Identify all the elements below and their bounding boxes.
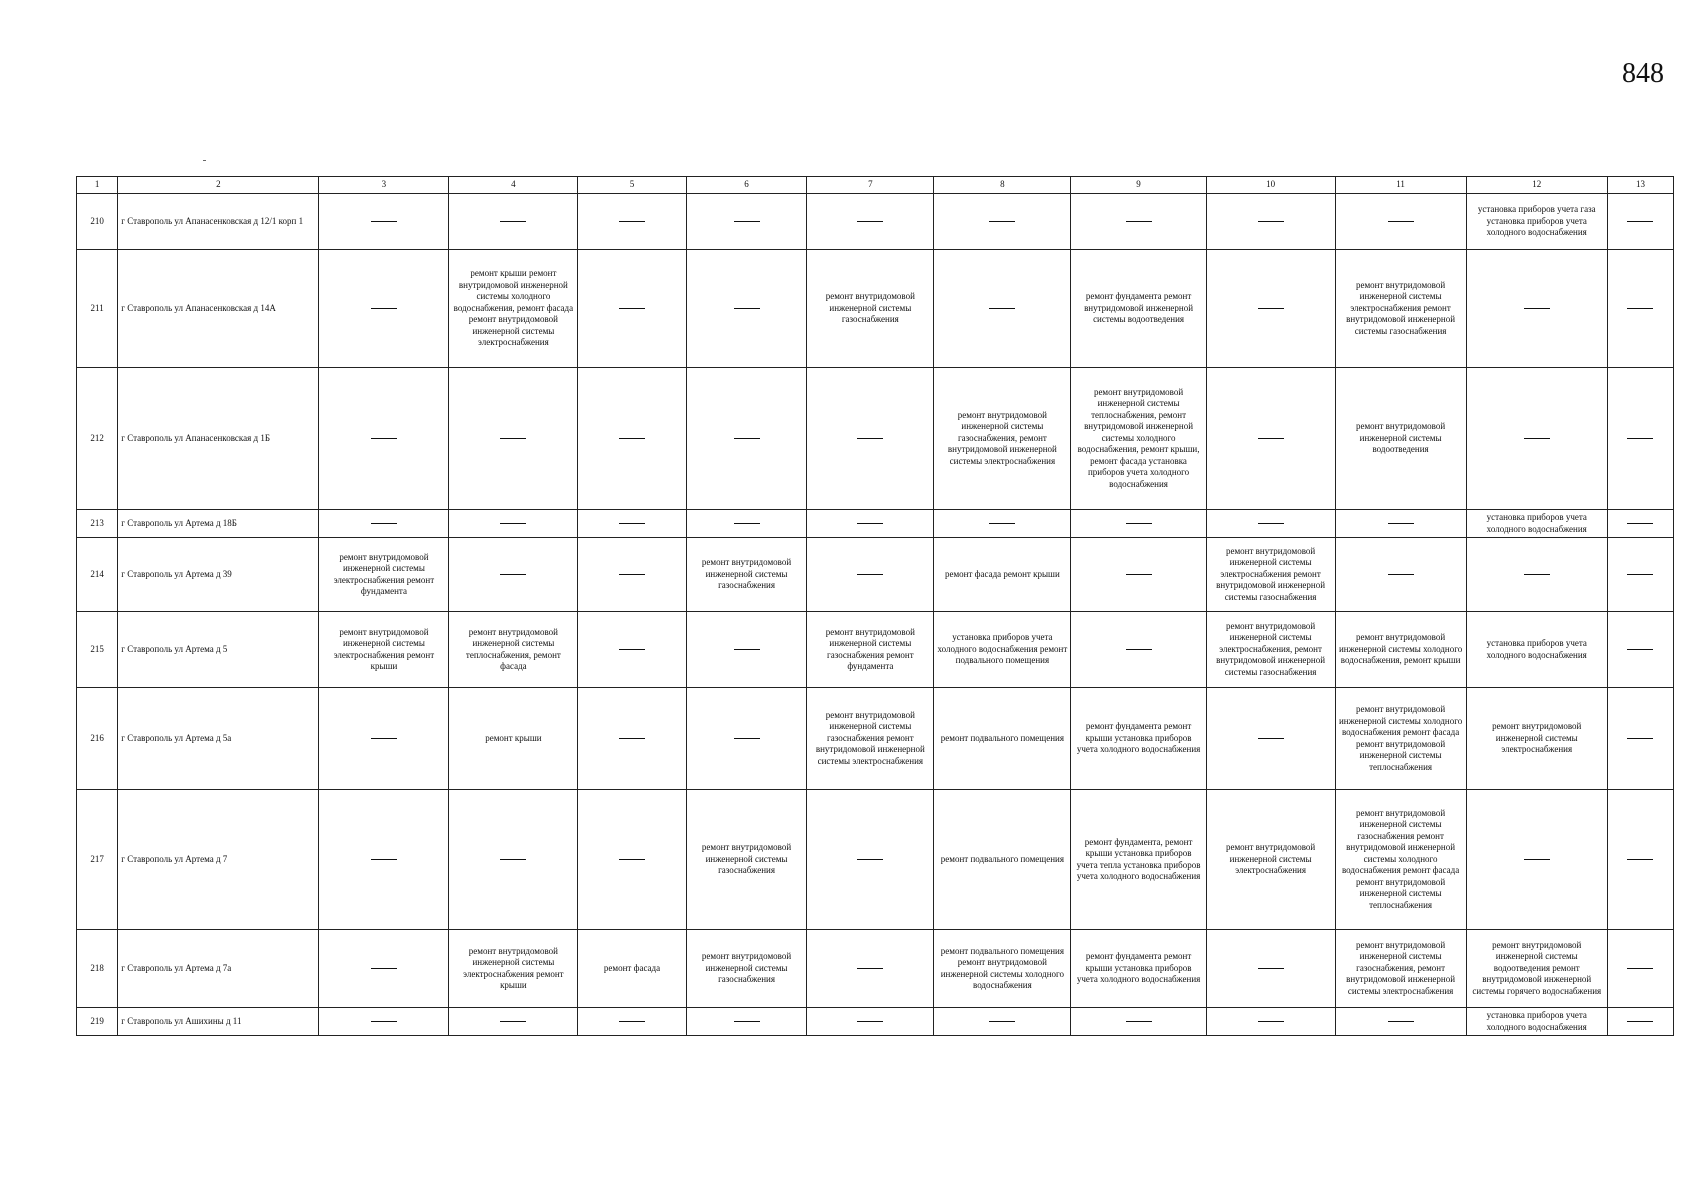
dash-mark xyxy=(1524,574,1550,575)
dash-mark xyxy=(1524,308,1550,309)
empty-dash-cell xyxy=(1335,1008,1466,1036)
empty-dash-cell xyxy=(1071,194,1206,250)
dash-mark xyxy=(1388,523,1414,524)
dash-mark xyxy=(500,438,526,439)
dash-mark xyxy=(1627,859,1653,860)
dash-mark xyxy=(1258,738,1284,739)
work-type-cell: ремонт внутридомовой инженерной системы газоснабжения, ремонт внутридомовой инженерной системы электроснабжения xyxy=(934,368,1071,510)
dash-mark xyxy=(734,649,760,650)
empty-dash-cell xyxy=(686,368,807,510)
empty-dash-cell xyxy=(686,250,807,368)
empty-dash-cell xyxy=(319,510,449,538)
dash-mark xyxy=(1388,574,1414,575)
dash-mark xyxy=(619,308,645,309)
dash-mark xyxy=(857,968,883,969)
table-row xyxy=(77,930,1674,1008)
address-cell: г Ставрополь ул Артема д 39 xyxy=(118,538,319,612)
dash-mark xyxy=(1627,308,1653,309)
dash-mark xyxy=(371,523,397,524)
dash-mark xyxy=(989,1021,1015,1022)
empty-dash-cell xyxy=(1206,250,1335,368)
empty-dash-cell xyxy=(449,790,578,930)
table-row xyxy=(77,510,1674,538)
address-cell: г Ставрополь ул Ашихины д 11 xyxy=(118,1008,319,1036)
empty-dash-cell xyxy=(319,790,449,930)
empty-dash-cell xyxy=(1607,688,1673,790)
empty-dash-cell xyxy=(319,194,449,250)
work-type-cell: ремонт внутридомовой инженерной системы газоснабжения ремонт фундамента xyxy=(807,612,934,688)
table-row xyxy=(77,538,1674,612)
address-cell: г Ставрополь ул Артема д 7 xyxy=(118,790,319,930)
dash-mark xyxy=(619,738,645,739)
work-type-cell: ремонт внутридомовой инженерной системы газоснабжения ремонт внутридомовой инженерной системы холодного водоснабжения ремонт фасада ремонт внутридомовой инженерной системы теплоснабжения xyxy=(1335,790,1466,930)
work-type-cell: ремонт внутридомовой инженерной системы электроснабжения ремонт внутридомовой инженерной системы газоснабжения xyxy=(1206,538,1335,612)
empty-dash-cell xyxy=(1206,688,1335,790)
address-cell: г Ставрополь ул Апанасенковская д 12/1 корп 1 xyxy=(118,194,319,250)
work-type-cell: ремонт внутридомовой инженерной системы холодного водоснабжения, ремонт крыши xyxy=(1335,612,1466,688)
column-header: 6 xyxy=(686,177,807,194)
empty-dash-cell xyxy=(686,1008,807,1036)
column-header: 3 xyxy=(319,177,449,194)
work-type-cell: ремонт внутридомовой инженерной системы водоотведения xyxy=(1335,368,1466,510)
dash-mark xyxy=(1627,738,1653,739)
empty-dash-cell xyxy=(578,1008,686,1036)
row-number: 219 xyxy=(77,1008,118,1036)
empty-dash-cell xyxy=(449,368,578,510)
dash-mark xyxy=(500,523,526,524)
empty-dash-cell xyxy=(1335,510,1466,538)
empty-dash-cell xyxy=(686,612,807,688)
work-type-cell: ремонт внутридомовой инженерной системы газоснабжения xyxy=(686,930,807,1008)
dash-mark xyxy=(734,1021,760,1022)
dash-mark xyxy=(500,221,526,222)
empty-dash-cell xyxy=(1607,368,1673,510)
dash-mark xyxy=(1627,1021,1653,1022)
empty-dash-cell xyxy=(807,368,934,510)
empty-dash-cell xyxy=(319,688,449,790)
column-header: 12 xyxy=(1466,177,1607,194)
empty-dash-cell xyxy=(934,194,1071,250)
dash-mark xyxy=(371,221,397,222)
empty-dash-cell xyxy=(1466,250,1607,368)
dash-mark xyxy=(371,438,397,439)
table-row xyxy=(77,250,1674,368)
column-header: 11 xyxy=(1335,177,1466,194)
empty-dash-cell xyxy=(686,688,807,790)
empty-dash-cell xyxy=(449,538,578,612)
work-type-cell: ремонт фундамента ремонт крыши установка приборов учета холодного водоснабжения xyxy=(1071,930,1206,1008)
row-number: 210 xyxy=(77,194,118,250)
dash-mark xyxy=(1258,221,1284,222)
empty-dash-cell xyxy=(1607,510,1673,538)
dash-mark xyxy=(857,438,883,439)
row-number: 217 xyxy=(77,790,118,930)
empty-dash-cell xyxy=(1607,930,1673,1008)
dash-mark xyxy=(1126,523,1152,524)
empty-dash-cell xyxy=(578,688,686,790)
address-cell: г Ставрополь ул Артема д 5 xyxy=(118,612,319,688)
dash-mark xyxy=(1627,221,1653,222)
work-type-cell: ремонт крыши ремонт внутридомовой инженерной системы холодного водоснабжения, ремонт фасада ремонт внутридомовой инженерной системы электроснабжения xyxy=(449,250,578,368)
empty-dash-cell xyxy=(578,368,686,510)
dash-mark xyxy=(1258,1021,1284,1022)
empty-dash-cell xyxy=(1607,790,1673,930)
column-header: 10 xyxy=(1206,177,1335,194)
row-number: 215 xyxy=(77,612,118,688)
empty-dash-cell xyxy=(807,194,934,250)
dash-mark xyxy=(1258,523,1284,524)
address-cell: г Ставрополь ул Апанасенковская д 14А xyxy=(118,250,319,368)
address-cell: г Ставрополь ул Артема д 18Б xyxy=(118,510,319,538)
dash-mark xyxy=(1126,1021,1152,1022)
work-type-cell: ремонт крыши xyxy=(449,688,578,790)
empty-dash-cell xyxy=(1466,790,1607,930)
dash-mark xyxy=(619,1021,645,1022)
dash-mark xyxy=(857,523,883,524)
dash-mark xyxy=(1627,649,1653,650)
work-type-cell: ремонт внутридомовой инженерной системы электроснабжения xyxy=(1206,790,1335,930)
empty-dash-cell xyxy=(578,612,686,688)
work-type-cell: ремонт внутридомовой инженерной системы водоотведения ремонт внутридомовой инженерной системы горячего водоснабжения xyxy=(1466,930,1607,1008)
work-type-cell: ремонт внутридомовой инженерной системы электроснабжения ремонт крыши xyxy=(319,612,449,688)
column-header: 2 xyxy=(118,177,319,194)
dash-mark xyxy=(1126,221,1152,222)
dash-mark xyxy=(500,574,526,575)
dash-mark xyxy=(1258,968,1284,969)
empty-dash-cell xyxy=(1607,538,1673,612)
table-row xyxy=(77,612,1674,688)
dash-mark xyxy=(1388,221,1414,222)
row-number: 212 xyxy=(77,368,118,510)
dash-mark xyxy=(371,1021,397,1022)
page-number: 848 xyxy=(1622,58,1664,89)
row-number: 216 xyxy=(77,688,118,790)
dash-mark xyxy=(734,438,760,439)
dash-mark xyxy=(734,523,760,524)
empty-dash-cell xyxy=(1607,250,1673,368)
empty-dash-cell xyxy=(807,538,934,612)
dash-mark xyxy=(500,1021,526,1022)
dash-mark xyxy=(619,523,645,524)
dash-mark xyxy=(734,221,760,222)
dash-mark xyxy=(857,221,883,222)
work-type-cell: ремонт внутридомовой инженерной системы газоснабжения, ремонт внутридомовой инженерной системы электроснабжения xyxy=(1335,930,1466,1008)
column-header: 13 xyxy=(1607,177,1673,194)
dash-mark xyxy=(989,523,1015,524)
dash-mark xyxy=(371,859,397,860)
work-type-cell: ремонт внутридомовой инженерной системы электроснабжения, ремонт внутридомовой инженерной системы газоснабжения xyxy=(1206,612,1335,688)
dash-mark xyxy=(1627,523,1653,524)
empty-dash-cell xyxy=(578,510,686,538)
work-type-cell: ремонт фундамента ремонт внутридомовой инженерной системы водоотведения xyxy=(1071,250,1206,368)
dash-mark xyxy=(1627,968,1653,969)
empty-dash-cell xyxy=(1206,930,1335,1008)
empty-dash-cell xyxy=(1466,538,1607,612)
empty-dash-cell xyxy=(1206,510,1335,538)
empty-dash-cell xyxy=(1071,1008,1206,1036)
table-row xyxy=(77,790,1674,930)
row-number: 213 xyxy=(77,510,118,538)
work-type-cell: ремонт подвального помещения ремонт внутридомовой инженерной системы холодного водоснабжения xyxy=(934,930,1071,1008)
dash-mark xyxy=(619,438,645,439)
dash-mark xyxy=(734,308,760,309)
empty-dash-cell xyxy=(449,510,578,538)
dash-mark xyxy=(857,859,883,860)
column-header: 5 xyxy=(578,177,686,194)
work-type-cell: ремонт внутридомовой инженерной системы электроснабжения ремонт внутридомовой инженерной системы газоснабжения xyxy=(1335,250,1466,368)
dash-mark xyxy=(371,968,397,969)
dash-mark xyxy=(1627,438,1653,439)
work-type-cell: ремонт внутридомовой инженерной системы электроснабжения ремонт фундамента xyxy=(319,538,449,612)
empty-dash-cell xyxy=(934,250,1071,368)
empty-dash-cell xyxy=(578,538,686,612)
dash-mark xyxy=(1126,649,1152,650)
empty-dash-cell xyxy=(1335,538,1466,612)
work-type-cell: ремонт подвального помещения xyxy=(934,688,1071,790)
column-header: 7 xyxy=(807,177,934,194)
dash-mark xyxy=(619,859,645,860)
empty-dash-cell xyxy=(449,194,578,250)
row-number: 218 xyxy=(77,930,118,1008)
empty-dash-cell xyxy=(686,194,807,250)
empty-dash-cell xyxy=(578,790,686,930)
dash-mark xyxy=(989,308,1015,309)
address-cell: г Ставрополь ул Апанасенковская д 1Б xyxy=(118,368,319,510)
empty-dash-cell xyxy=(1071,612,1206,688)
work-type-cell: ремонт внутридомовой инженерной системы теплоснабжения, ремонт внутридомовой инженерной системы холодного водоснабжения, ремонт крыши, ремонт фасада установка приборов учета холодного водоснабжения xyxy=(1071,368,1206,510)
empty-dash-cell xyxy=(319,250,449,368)
empty-dash-cell xyxy=(807,510,934,538)
empty-dash-cell xyxy=(1206,194,1335,250)
empty-dash-cell xyxy=(1607,1008,1673,1036)
empty-dash-cell xyxy=(807,1008,934,1036)
empty-dash-cell xyxy=(1206,368,1335,510)
address-cell: г Ставрополь ул Артема д 7а xyxy=(118,930,319,1008)
work-type-cell: ремонт внутридомовой инженерной системы газоснабжения ремонт внутридомовой инженерной системы электроснабжения xyxy=(807,688,934,790)
work-type-cell: ремонт внутридомовой инженерной системы электроснабжения xyxy=(1466,688,1607,790)
column-header: 1 xyxy=(77,177,118,194)
dash-mark xyxy=(1126,574,1152,575)
empty-dash-cell xyxy=(449,1008,578,1036)
empty-dash-cell xyxy=(807,790,934,930)
table-header-row xyxy=(77,177,1674,194)
empty-dash-cell xyxy=(934,1008,1071,1036)
empty-dash-cell xyxy=(1071,538,1206,612)
scan-mark xyxy=(203,160,206,161)
table-row xyxy=(77,688,1674,790)
empty-dash-cell xyxy=(807,930,934,1008)
work-type-cell: ремонт фасада xyxy=(578,930,686,1008)
work-type-cell: ремонт фундамента, ремонт крыши установка приборов учета тепла установка приборов учета холодного водоснабжения xyxy=(1071,790,1206,930)
column-header: 8 xyxy=(934,177,1071,194)
work-type-cell: ремонт внутридомовой инженерной системы электроснабжения ремонт крыши xyxy=(449,930,578,1008)
empty-dash-cell xyxy=(934,510,1071,538)
empty-dash-cell xyxy=(1607,612,1673,688)
dash-mark xyxy=(857,1021,883,1022)
dash-mark xyxy=(619,221,645,222)
empty-dash-cell xyxy=(1071,510,1206,538)
dash-mark xyxy=(500,859,526,860)
dash-mark xyxy=(1258,308,1284,309)
dash-mark xyxy=(1388,1021,1414,1022)
table-row xyxy=(77,368,1674,510)
dash-mark xyxy=(619,649,645,650)
work-type-cell: ремонт фасада ремонт крыши xyxy=(934,538,1071,612)
work-type-cell: установка приборов учета холодного водоснабжения xyxy=(1466,612,1607,688)
dash-mark xyxy=(1627,574,1653,575)
empty-dash-cell xyxy=(319,1008,449,1036)
empty-dash-cell xyxy=(319,368,449,510)
work-type-cell: ремонт подвального помещения xyxy=(934,790,1071,930)
dash-mark xyxy=(619,574,645,575)
work-type-cell: ремонт внутридомовой инженерной системы холодного водоснабжения ремонт фасада ремонт внутридомовой инженерной системы теплоснабжения xyxy=(1335,688,1466,790)
work-type-cell: ремонт внутридомовой инженерной системы газоснабжения xyxy=(686,790,807,930)
work-type-cell: ремонт внутридомовой инженерной системы газоснабжения xyxy=(686,538,807,612)
empty-dash-cell xyxy=(1607,194,1673,250)
dash-mark xyxy=(857,574,883,575)
work-type-cell: ремонт фундамента ремонт крыши установка приборов учета холодного водоснабжения xyxy=(1071,688,1206,790)
column-header: 9 xyxy=(1071,177,1206,194)
dash-mark xyxy=(1524,438,1550,439)
empty-dash-cell xyxy=(1206,1008,1335,1036)
work-type-cell: установка приборов учета холодного водоснабжения ремонт подвального помещения xyxy=(934,612,1071,688)
empty-dash-cell xyxy=(1335,194,1466,250)
repair-schedule-table xyxy=(76,176,1674,1036)
empty-dash-cell xyxy=(686,510,807,538)
dash-mark xyxy=(371,308,397,309)
row-number: 214 xyxy=(77,538,118,612)
address-cell: г Ставрополь ул Артема д 5а xyxy=(118,688,319,790)
dash-mark xyxy=(371,738,397,739)
table-row xyxy=(77,1008,1674,1036)
row-number: 211 xyxy=(77,250,118,368)
empty-dash-cell xyxy=(578,250,686,368)
column-header: 4 xyxy=(449,177,578,194)
empty-dash-cell xyxy=(319,930,449,1008)
dash-mark xyxy=(989,221,1015,222)
work-type-cell: ремонт внутридомовой инженерной системы газоснабжения xyxy=(807,250,934,368)
dash-mark xyxy=(1258,438,1284,439)
table-row xyxy=(77,194,1674,250)
work-type-cell: установка приборов учета газа установка приборов учета холодного водоснабжения xyxy=(1466,194,1607,250)
dash-mark xyxy=(1524,859,1550,860)
empty-dash-cell xyxy=(578,194,686,250)
work-type-cell: установка приборов учета холодного водоснабжения xyxy=(1466,510,1607,538)
dash-mark xyxy=(734,738,760,739)
work-type-cell: установка приборов учета холодного водоснабжения xyxy=(1466,1008,1607,1036)
work-type-cell: ремонт внутридомовой инженерной системы теплоснабжения, ремонт фасада xyxy=(449,612,578,688)
empty-dash-cell xyxy=(1466,368,1607,510)
